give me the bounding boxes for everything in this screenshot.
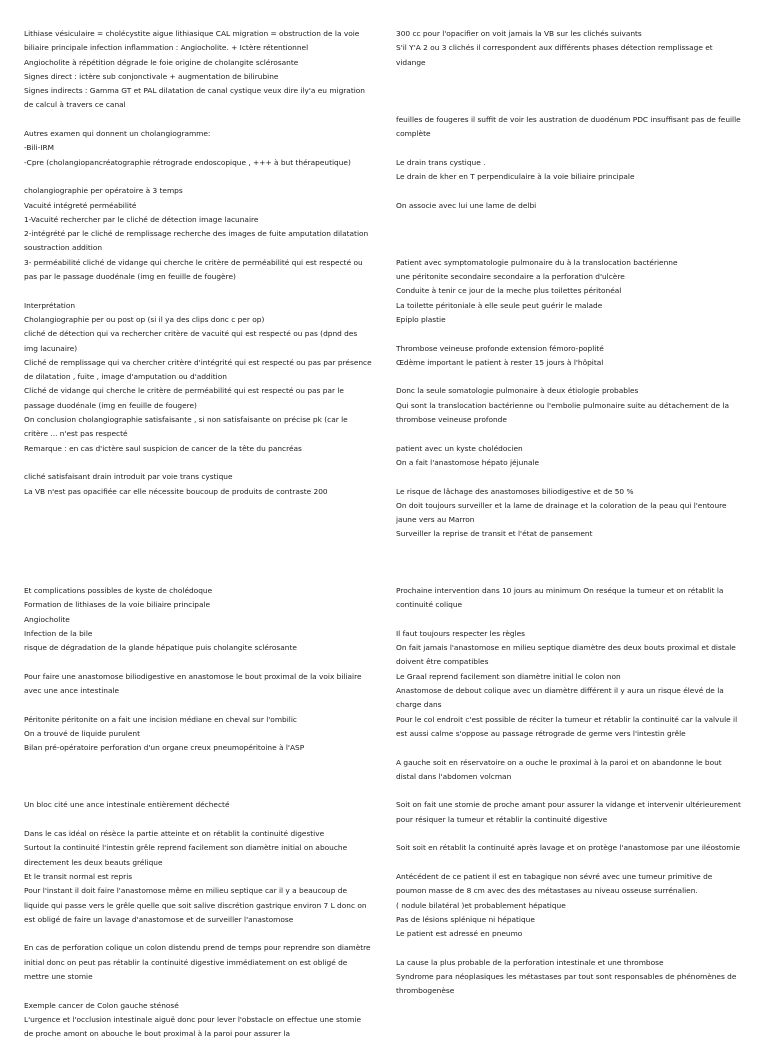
note-line: -Cpre (cholangiopancréatographie rétrograde endoscopique , +++ à but thérapeutique): [24, 157, 351, 167]
note-line: Anastomose de debout colique avec un diamètre différent il y aura un risque élevé de la charge dans: [396, 686, 724, 710]
note-line: Surveiller la reprise de transit et l'état de pansement: [396, 529, 593, 539]
note-paragraph: [396, 199, 744, 213]
note-line: 300 cc pour l'opacifier on voit jamais la VB sur les clichés suivants: [396, 29, 642, 38]
note-line: La cause la plus probable de la perforation intestinale et une thrombose: [396, 957, 664, 967]
note-paragraph: [396, 584, 744, 613]
note-line: Vacuité intégreté perméabilité: [24, 200, 137, 210]
note-line: Remarque : en cas d'ictère saul suspicion de cancer de la tête du pancréas: [24, 443, 302, 453]
note-line: 3- perméabilité cliché de vidange qui cherche le critère de perméabilité qui est respecté ou pas par le passage duodénale (img en feuille de fougère): [24, 257, 363, 282]
note-line: Pas de lésions splénique ni hépatique: [396, 914, 535, 924]
note-paragraph: [24, 127, 372, 170]
note-line: Thrombose veineuse profonde extension fémoro-poplité: [396, 343, 604, 353]
note-line: Pour l'instant il doit faire l'anastomose même en milieu septique car il y a beaucoup de liquide qui passe vers le grêle quelle que soit salive discrétion gastrique environ 7 L donc on est obligé de faire un lavage d'anastomose et de surveiller l'anastomose: [24, 886, 367, 924]
note-line: -Bili-IRM: [24, 143, 54, 153]
notes-column-top-right: [396, 27, 744, 556]
note-paragraph: [24, 827, 372, 927]
note-paragraph: [396, 485, 744, 542]
note-line: Soit on fait une stomie de proche amant pour assurer la vidange et intervenir ultérieurement pour résiquer la tumeur et rétablir la continuité digestive: [396, 800, 741, 824]
note-paragraph: [396, 798, 744, 827]
note-line: Et complications possibles de kyste de cholédoque: [24, 586, 213, 595]
note-line: Le risque de lâchage des anastomoses biliodigestive et de 50 %: [396, 486, 634, 496]
note-line: Pour faire une anastomose biliodigestive en anastomose le bout proximal de la voix biliaire avec une ance intestinale: [24, 671, 362, 696]
note-line: Syndrome para néoplasiques les métastases par tout sont responsables de phénomènes de thrombogenèse: [396, 972, 737, 996]
note-line: Il faut toujours respecter les règles: [396, 628, 526, 638]
note-line: [396, 227, 744, 241]
note-line: feuilles de fougeres il suffit de voir les austration de duodénum PDC insuffisant pas de feuille complète: [396, 114, 741, 139]
note-paragraph: [396, 113, 744, 142]
note-line: Le patient est adressé en pneumo: [396, 929, 523, 939]
note-line: Cholangiographie per ou post op (si il ya des clips donc c per op): [24, 314, 265, 324]
note-paragraph: [396, 756, 744, 785]
note-paragraph: [24, 770, 372, 784]
note-line: Et le transit normal est repris: [24, 871, 133, 881]
note-line: Angiocholite à répétition dégrade le foie origine de cholangite sclérosante: [24, 57, 299, 67]
note-line: Qui sont la translocation bactérienne ou l'embolie pulmonaire suite au détachement de la thrombose veineuse profonde: [396, 400, 729, 425]
note-line: Surtout la continuité l'intestin grêle reprend facilement son diamètre initial on abouche directement les deux beauts grélique: [24, 843, 348, 867]
note-line: Prochaine intervention dans 10 jours au minimum On reséque la tumeur et on rétablit la continuité colique: [396, 586, 724, 610]
note-line: Antécédent de ce patient il est en tabagique non sévré avec une tumeur primitive de poumon masse de 8 cm avec des des métastases au niveau osseuse surrénalien.: [396, 871, 713, 896]
note-paragraph: [396, 870, 744, 941]
note-line: S'il Y'A 2 ou 3 clichés il correspondent aux différents phases détection remplissage et vidange: [396, 43, 713, 67]
note-line: Le drain de kher en T perpendiculaire à la voie biliaire principale: [396, 171, 635, 181]
note-paragraph: [396, 342, 744, 371]
note-line: A gauche soit en réservatoire on a ouche le proximal à la paroi et on abandonne le bout distal dans l'abdomen volcman: [396, 757, 722, 781]
note-line: On fait jamais l'anastomose en milieu septique diamètre des deux bouts proximal et distale doivent être compatibles: [396, 643, 736, 667]
note-paragraph: [396, 841, 744, 855]
note-line: Bilan pré-opératoire perforation d'un organe creux pneumopéritoine à l'ASP: [24, 743, 305, 753]
note-paragraph: [24, 798, 372, 812]
note-line: Donc la seule somatologie pulmonaire à deux étiologie probables: [396, 386, 639, 396]
note-paragraph: [24, 470, 372, 499]
notes-column-bottom-left: [24, 584, 372, 1056]
note-line: Signes direct : ictère sub conjonctivale + augmentation de bilirubine: [24, 71, 279, 81]
note-line: Angiocholite: [24, 614, 70, 624]
note-line: On a fait l'anastomose hépato jéjunale: [396, 457, 540, 467]
note-paragraph: [396, 156, 744, 185]
note-paragraph: [24, 584, 372, 655]
note-line: patient avec un kyste cholédocien: [396, 443, 523, 453]
note-line: 2-intégrété par le cliché de remplissage recherche des images de fuite amputation dilatation soustraction addition: [24, 229, 369, 253]
note-line: Formation de lithiases de la voie biliaire principale: [24, 600, 211, 610]
note-line: Dans le cas idéal on résèce la partie atteinte et on rétablit la continuité digestive: [24, 829, 325, 839]
note-paragraph: [396, 27, 744, 70]
note-line: 1-Vacuité rechercher par le cliché de détection image lacunaire: [24, 214, 259, 224]
note-line: On conclusion cholangiographie satisfaisante , si non satisfaisante on précise pk (car le critère ... n'est pas respecté: [24, 415, 348, 439]
notes-column-top-left: [24, 27, 372, 513]
note-line: Un bloc cité une ance intestinale entièrement déchecté: [24, 800, 230, 810]
note-paragraph: [396, 227, 744, 241]
note-line: [396, 84, 744, 98]
note-paragraph: [396, 956, 744, 999]
note-line: Signes indirects : Gamma GT et PAL dilatation de canal cystique veux dire ily'a eu migration de calcul à travers ce canal: [24, 86, 365, 110]
note-line: risque de dégradation de la glande hépatique puis cholangite sclérosante: [24, 643, 297, 653]
note-paragraph: [24, 670, 372, 699]
note-paragraph: [24, 999, 372, 1042]
note-paragraph: [24, 299, 372, 456]
note-paragraph: [24, 713, 372, 756]
note-line: Epiplo plastie: [396, 314, 446, 324]
note-paragraph: [396, 256, 744, 327]
note-line: [24, 770, 372, 784]
note-paragraph: [396, 84, 744, 98]
note-line: Patient avec symptomatologie pulmonaire du à la translocation bactérienne: [396, 257, 678, 267]
note-line: une péritonite secondaire secondaire a la perforation d'ulcère: [396, 272, 625, 282]
note-line: ( nodule bilatéral )et probablement hépatique: [396, 900, 566, 910]
note-line: Péritonite péritonite on a fait une incision médiane en cheval sur l'ombilic: [24, 714, 297, 724]
note-line: En cas de perforation colique un colon distendu prend de temps pour reprendre son diamètre initial donc on peut pas rétablir la continuité digestive immédiatement on est obligé de mettre une stomie: [24, 943, 371, 982]
note-line: On doit toujours surveiller et la lame de drainage et la coloration de la peau qui l'entoure jaune vers au Marron: [396, 500, 727, 525]
note-paragraph: [24, 184, 372, 284]
note-line: Le drain trans cystique .: [396, 157, 486, 167]
note-line: Exemple cancer de Colon gauche sténosé: [24, 1000, 179, 1010]
notes-column-bottom-right: [396, 584, 744, 1013]
note-paragraph: [396, 627, 744, 741]
note-line: cholangiographie per opératoire à 3 temps: [24, 186, 183, 196]
note-line: Interprétation: [24, 300, 76, 310]
note-line: La toilette péritoniale à elle seule peut guérir le malade: [396, 300, 603, 310]
note-line: Œdème important le patient à rester 15 jours à l'hôpital: [396, 357, 604, 367]
note-line: On a trouvé de liquide purulent: [24, 728, 140, 738]
note-line: L'urgence et l'occlusion intestinale aiguë donc pour lever l'obstacle on effectue une stomie de proche amont on abouche le bout proximal à la paroi pour assurer la: [24, 1014, 362, 1039]
note-paragraph: [396, 442, 744, 471]
note-line: cliché satisfaisant drain introduit par voie trans cystique: [24, 472, 233, 482]
note-line: On associe avec lui une lame de delbi: [396, 200, 537, 210]
note-paragraph: [396, 384, 744, 427]
note-line: Autres examen qui donnent un cholangiogramme:: [24, 129, 211, 139]
note-line: Soit soit en rétablit la continuité après lavage et on protège l'anastomose par une iléostomie: [396, 843, 741, 853]
note-line: Cliché de vidange qui cherche le critère de perméabilité qui est respecté ou pas par le passage duodénale (img en feuille de fougere): [24, 386, 344, 410]
note-line: Conduite à tenir ce jour de la meche plus toilettes péritonéal: [396, 286, 622, 296]
note-line: Cliché de remplissage qui va chercher critère d'intégrité qui est respecté ou pas par présence de dilatation , fuite , image d'amputation ou d'addition: [24, 357, 372, 382]
note-paragraph: [24, 27, 372, 113]
note-line: Infection de la bile: [24, 628, 93, 638]
note-line: Pour le col endroit c'est possible de réciter la tumeur et rétablir la continuité car la valvule il est aussi calme s'oppose au passage rétrograde de germe vers l'intestin grêle: [396, 714, 738, 738]
note-line: Lithiase vésiculaire = cholécystite aigue lithiasique CAL migration = obstruction de la voie biliaire principale infection inflammation : Angiocholite. + Ictère rétentionnel: [24, 29, 360, 53]
note-line: cliché de détection qui va rechercher critère de vacuité qui est respecté ou pas (dpnd des img lacunaire): [24, 329, 358, 353]
note-paragraph: [24, 941, 372, 984]
note-line: La VB n'est pas opacifiée car elle nécessite boucoup de produits de contraste 200: [24, 486, 328, 496]
note-line: Le Graal reprend facilement son diamètre initial le colon non: [396, 671, 621, 681]
